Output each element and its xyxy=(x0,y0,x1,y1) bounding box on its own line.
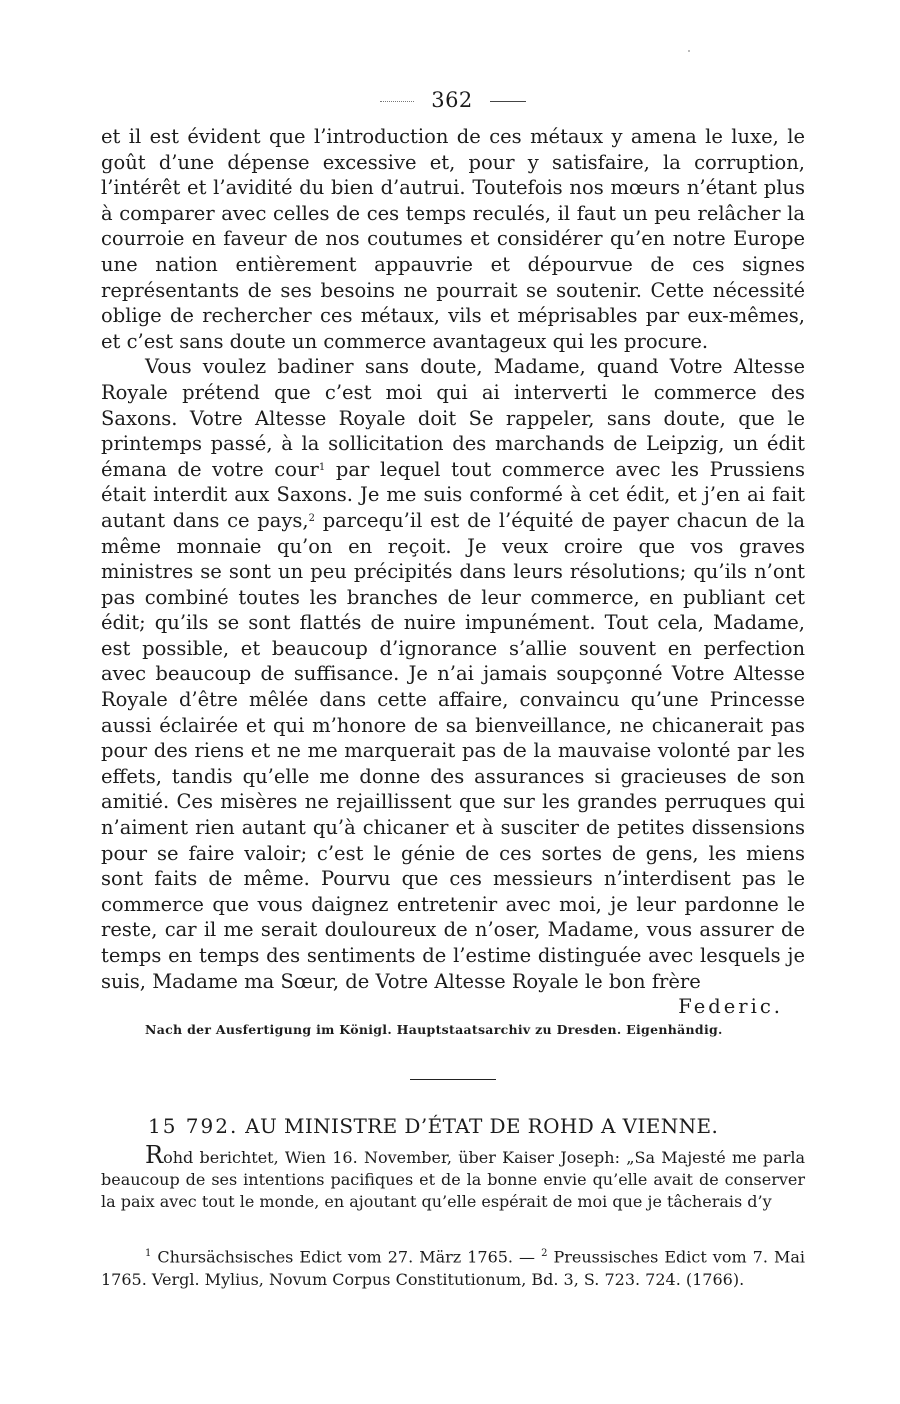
letter-paragraph-1: et il est évident que l’introduction de ces métaux y amena le luxe, le goût d’une dépense excessive et, pour y satisfaire, la corruption, l’intérêt et l’avidité du bien d’autrui. Toutefois nos mœurs n’étant plus à comparer avec celles de ces temps reculés, il faut un peu relâcher la courroie en faveur de nos coutumes et considérer qu’en notre Europe une nation entièrement appauvrie et dépourvue de ces signes représentants de ses besoins ne pourrait se soutenir. Cette nécessité oblige de rechercher ces métaux, vils et méprisables par eux-mêmes, et c’est sans doute un commerce avantageux qui les procure. xyxy=(101,125,805,353)
letter-paragraph-2 xyxy=(101,354,805,994)
book-page xyxy=(101,78,805,1291)
report-text xyxy=(101,1141,805,1213)
footnote-marker-1: 1 xyxy=(145,1248,152,1260)
section-title: AU MINISTRE D’ÉTAT DE ROHD A VIENNE. xyxy=(245,1114,719,1139)
report-paragraph-text: ohd berichtet, Wien 16. November, über Kaiser Joseph: „Sa Majesté me parla beaucoup de ses intentions pacifiques et de la bonne envie qu’elle avait de conserver la paix avec tout le monde, en ajoutant qu’elle espérait de moi que je tâcherais d’y xyxy=(101,1148,805,1212)
section-number: 15 792. xyxy=(148,1114,239,1139)
report-initial-letter: R xyxy=(145,1141,164,1170)
letter-paragraph-2-part-b: par lequel tout commerce avec les Prussiens était interdit aux Saxons. Je me suis conformé à cet édit, et j’en ai fait autant dans ce pays, xyxy=(101,457,805,532)
letter-paragraph-2-part-c: parcequ’il est de l’équité de payer chacun de la même monnaie qu’on en reçoit. Je veux croire que vos graves ministres se sont un peu précipités dans leurs résolutions; qu’ils n’ont pas combiné toutes les branches de leur commerce, en publiant cet édit; qu’ils se sont flattés de nuire impunément. Tout cela, Madame, est possible, et beaucoup d’ignorance s’allie souvent en perfection avec beaucoup de suffisance. Je n’ai jamais soupçonné Votre Altesse Royale d’être mêlée dans cette affaire, convaincu qu’une Princesse aussi éclairée et qui m’honore de sa bienveillance, ne chicanerait pas pour des riens et ne me marquerait pas de la mauvaise volonté par les effets, tandis qu’elle me donne des assurances si gracieuses de son amitié. Ces misères ne rejaillissent que sur les grandes perruques qui n’aiment rien autant qu’à chicaner et à susciter de petites dissensions pour se faire valoir; c’est le génie de ces sortes de gens, les miens sont faits de même. Pourvu que ces messieurs n’interdisent pas le commerce que vous daignez entretenir avec moi, je leur pardonne le reste, car il me serait douloureux de n’oser, Madame, vous assurer de temps en temps des sentiments de l’estime distinguée avec lesquels je suis, Madame ma Sœur, de Votre Altesse Royale le bon frère xyxy=(101,508,805,993)
report-paragraph xyxy=(101,1141,805,1213)
page-number: 362 xyxy=(431,88,473,112)
letter-body xyxy=(101,124,805,994)
header-dash-left xyxy=(380,101,414,102)
footnote-1-text: Chursächsisches Edict vom 27. März 1765. — xyxy=(151,1247,542,1267)
footnote-ref-1[interactable]: 1 xyxy=(318,461,326,473)
section-divider xyxy=(410,1079,496,1080)
footnote-marker-2: 2 xyxy=(541,1248,548,1260)
header-dash-right xyxy=(490,101,526,102)
section-heading xyxy=(148,1114,805,1138)
footnotes xyxy=(101,1243,805,1290)
footnote-ref-2[interactable]: 2 xyxy=(308,512,315,524)
page-header xyxy=(101,78,805,124)
scan-speck xyxy=(688,50,690,52)
source-note: Nach der Ausfertigung im Königl. Hauptstaatsarchiv zu Dresden. Eigenhändig. xyxy=(145,1022,723,1038)
signature: Federic. xyxy=(678,995,783,1019)
footnote-2-text: Preussisches Edict vom 7. Mai 1765. Vergl. Mylius, Novum Corpus Constitutionum, Bd. 3, S. 723. 724. (1766). xyxy=(101,1247,805,1289)
letter-paragraph-2-part-a: Vous voulez badiner sans doute, Madame, quand Votre Altesse Royale prétend que c’est moi qui ai interverti le commerce des Saxons. Votre Altesse Royale doit Se rappeler, sans doute, que le printemps passé, à la sollicitation des marchands de Leipzig, un édit émana de votre cour xyxy=(101,355,805,481)
footnote-paragraph xyxy=(101,1243,805,1290)
